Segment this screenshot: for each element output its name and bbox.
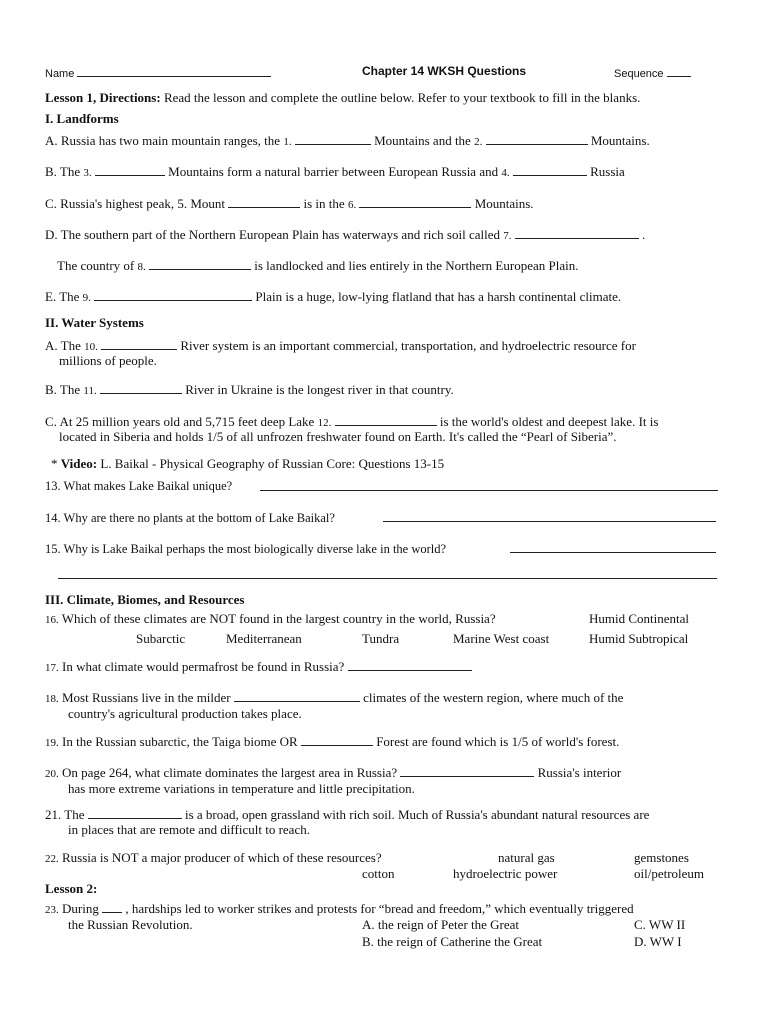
answer-line-13[interactable]	[260, 490, 718, 491]
section3-heading: III. Climate, Biomes, and Resources	[45, 592, 245, 607]
question-16	[45, 611, 496, 628]
question-text: Which of these climates are NOT found in the largest country in the world, Russia?	[58, 611, 496, 626]
option-c-ww2[interactable]: C. WW II	[634, 917, 686, 932]
blank-8[interactable]	[149, 257, 251, 270]
blank-4[interactable]	[513, 163, 587, 176]
blank-number: 7.	[503, 230, 512, 242]
item-text: Mountains form a natural barrier between European Russia and	[164, 164, 502, 179]
item-text: is the world's oldest and deepest lake. It is	[436, 414, 659, 429]
item-c-landforms	[45, 195, 534, 213]
blank-number: 2.	[474, 136, 483, 148]
option-a-peter-the-great[interactable]: A. the reign of Peter the Great	[362, 917, 520, 932]
question-text: Forest are found which is 1/5 of world's forest.	[372, 734, 620, 749]
blank-number: 11.	[83, 385, 97, 397]
option-cotton[interactable]: cotton	[362, 866, 395, 881]
blank-number: 6.	[347, 199, 357, 211]
option-tundra[interactable]: Tundra	[362, 631, 400, 646]
item-text: .	[638, 227, 646, 242]
option-natural-gas[interactable]: natural gas	[498, 850, 555, 865]
sequence-label: Sequence	[614, 68, 664, 80]
blank-9[interactable]	[94, 288, 252, 301]
lesson1-directions-text: Read the lesson and complete the outline below. Refer to your textbook to fill in the blanks.	[160, 90, 641, 105]
item-text: River in Ukraine is the longest river in that country.	[185, 382, 454, 397]
name-blank[interactable]	[77, 64, 271, 77]
blank-23[interactable]	[102, 900, 122, 913]
item-text: E. The	[45, 289, 83, 304]
question-text: , hardships led to worker strikes and protests for “bread and freedom,” which eventually triggered	[122, 901, 634, 916]
question-text: In what climate would permafrost be found in Russia?	[58, 659, 345, 674]
item-text: is in the	[300, 196, 348, 211]
blank-number: 9.	[82, 292, 91, 304]
option-b-catherine-the-great[interactable]: B. the reign of Catherine the Great	[362, 934, 543, 949]
blank-number: 8.	[137, 261, 146, 273]
question-23	[45, 900, 634, 918]
item-a-landforms	[45, 132, 650, 150]
option-subarctic[interactable]: Subarctic	[136, 631, 186, 646]
blank-17[interactable]	[348, 658, 472, 671]
section1-heading: I. Landforms	[45, 111, 119, 126]
item-text: C. At 25 million years old and 5,715 feet deep Lake	[45, 414, 318, 429]
blank-1[interactable]	[295, 132, 371, 145]
question-text: On page 264, what climate dominates the largest area in Russia?	[58, 765, 398, 780]
question-text: During	[58, 901, 103, 916]
item-text: D. The southern part of the Northern European Plain has waterways and rich soil called	[45, 227, 504, 242]
blank-number: 12.	[317, 417, 332, 429]
question-number: 18.	[45, 693, 59, 705]
item-d-landforms	[45, 226, 645, 244]
lesson2-heading: Lesson 2:	[45, 881, 98, 896]
blank-10[interactable]	[101, 337, 177, 350]
item-d2-landforms	[57, 257, 578, 275]
question-18-line2: country's agricultural production takes place.	[68, 706, 302, 721]
option-marine-west-coast[interactable]: Marine West coast	[453, 631, 550, 646]
item-text: Mountains and the	[370, 133, 475, 148]
question-number: 19.	[45, 737, 59, 749]
blank-5[interactable]	[228, 195, 300, 208]
sequence-blank[interactable]	[667, 64, 691, 77]
item-a-water-line2: millions of people.	[59, 353, 157, 368]
video-note	[51, 456, 444, 472]
question-text: Most Russians live in the milder	[58, 690, 234, 705]
sequence-row	[614, 64, 691, 82]
page-title: Chapter 14 WKSH Questions	[362, 64, 527, 78]
option-hydroelectric-power[interactable]: hydroelectric power	[453, 866, 558, 881]
item-text: Russia	[586, 164, 625, 179]
question-20	[45, 764, 621, 782]
item-text: River system is an important commercial, transportation, and hydroelectric resource for	[177, 338, 636, 353]
option-d-ww1[interactable]: D. WW I	[634, 934, 682, 949]
question-21-line2: in places that are remote and difficult to reach.	[68, 822, 310, 837]
question-text: In the Russian subarctic, the Taiga biome OR	[58, 734, 301, 749]
question-text: is a broad, open grassland with rich soil. Much of Russia's abundant natural resources are	[181, 807, 650, 822]
answer-line-15[interactable]	[510, 552, 716, 553]
question-13: 13. What makes Lake Baikal unique?	[45, 479, 233, 493]
blank-number: 3.	[83, 167, 92, 179]
name-row	[45, 64, 271, 82]
blank-20[interactable]	[400, 764, 534, 777]
blank-19[interactable]	[301, 733, 373, 746]
item-text: C. Russia's highest peak,	[45, 196, 178, 211]
item-text: B. The	[45, 382, 84, 397]
item-text: is landlocked and lies entirely in the Northern European Plain.	[251, 258, 579, 273]
item-c-water-line2: located in Siberia and holds 1/5 of all unfrozen freshwater found on Earth. It's called the “Pearl of Siberia”.	[59, 429, 617, 444]
item-text: Plain is a huge, low-lying flatland that has a harsh continental climate.	[252, 289, 622, 304]
blank-number: 5. Mount	[177, 196, 226, 211]
question-17	[45, 658, 472, 676]
lesson1-heading: Lesson 1, Directions:	[45, 90, 161, 105]
option-gemstones[interactable]: gemstones	[634, 850, 689, 865]
video-star: *	[51, 456, 61, 471]
question-20-line2: has more extreme variations in temperature and little precipitation.	[68, 781, 415, 796]
question-22	[45, 850, 382, 867]
question-number: 20.	[45, 768, 59, 780]
item-text: The country of	[57, 258, 138, 273]
question-number: 17.	[45, 662, 59, 674]
blank-7[interactable]	[515, 226, 639, 239]
question-text: 21. The	[45, 807, 88, 822]
question-18	[45, 689, 623, 707]
blank-18[interactable]	[234, 689, 360, 702]
name-label: Name	[45, 68, 75, 80]
question-21	[45, 806, 649, 823]
option-oil-petroleum[interactable]: oil/petroleum	[634, 866, 705, 881]
question-text: Russia's interior	[534, 765, 622, 780]
answer-line-15b[interactable]	[58, 578, 717, 579]
blank-3[interactable]	[95, 163, 165, 176]
question-number: 23.	[45, 904, 59, 916]
blank-number: 10.	[84, 341, 98, 353]
question-text: Russia is NOT a major producer of which of these resources?	[58, 850, 382, 865]
option-humid-subtropical[interactable]: Humid Subtropical	[589, 631, 689, 646]
option-humid-continental[interactable]: Humid Continental	[589, 611, 690, 626]
question-19	[45, 733, 619, 751]
item-b-landforms	[45, 163, 625, 181]
lesson1-directions	[45, 90, 640, 106]
item-b-water	[45, 381, 454, 399]
blank-6[interactable]	[359, 195, 471, 208]
question-text: climates of the western region, where much of the	[359, 690, 624, 705]
video-label: Video:	[60, 456, 98, 471]
question-23-line2: the Russian Revolution.	[68, 917, 193, 932]
video-text: L. Baikal - Physical Geography of Russian Core: Questions 13-15	[97, 456, 445, 471]
question-14: 14. Why are there no plants at the bottom of Lake Baikal?	[45, 511, 335, 525]
blank-12[interactable]	[335, 413, 437, 426]
question-number: 22.	[45, 853, 59, 865]
item-text: Mountains.	[471, 196, 534, 211]
option-mediterranean[interactable]: Mediterranean	[226, 631, 302, 646]
blank-2[interactable]	[486, 132, 588, 145]
question-number: 16.	[45, 614, 59, 626]
item-text: B. The	[45, 164, 84, 179]
item-e-landforms	[45, 288, 621, 306]
blank-21[interactable]	[88, 806, 182, 819]
blank-11[interactable]	[100, 381, 182, 394]
question-15: 15. Why is Lake Baikal perhaps the most biologically diverse lake in the world?	[45, 542, 447, 556]
section2-heading: II. Water Systems	[45, 315, 144, 330]
answer-line-14[interactable]	[383, 521, 716, 522]
blank-number: 1.	[283, 136, 292, 148]
item-text: A. The	[45, 338, 85, 353]
item-text: Mountains.	[587, 133, 650, 148]
item-text: A. Russia has two main mountain ranges, the	[45, 133, 284, 148]
blank-number: 4.	[501, 167, 510, 179]
